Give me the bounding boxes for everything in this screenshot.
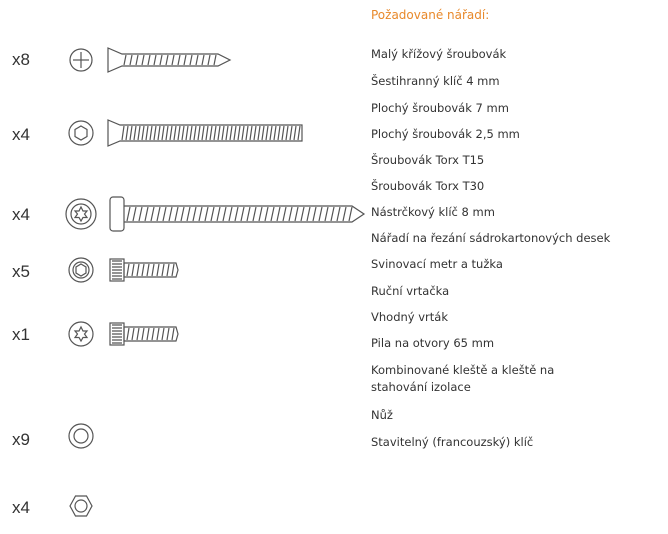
quantity-label: x4 (12, 498, 30, 517)
socket-cap-screw (110, 259, 178, 281)
tool-item: stahování izolace (371, 380, 471, 394)
quantity-label: x4 (12, 205, 30, 224)
tool-item: Malý křížový šroubovák (371, 47, 507, 61)
tool-item: Svinovací metr a tužka (371, 257, 503, 271)
cross-head-icon (70, 49, 92, 71)
hex-nut-icon (70, 496, 92, 516)
tool-item: Ruční vrtačka (371, 284, 450, 298)
tool-item: Plochý šroubovák 7 mm (371, 101, 509, 115)
quantity-label: x5 (12, 262, 30, 281)
tool-item: Kombinované kleště a kleště na (371, 363, 555, 377)
quantity-label: x8 (12, 50, 30, 69)
pan-head-screw (110, 197, 364, 231)
tool-item: Šroubovák Torx T15 (371, 153, 485, 167)
tool-item: Šestihranný klíč 4 mm (371, 74, 500, 88)
washer-icon (69, 424, 93, 448)
tool-item: Nástrčkový klíč 8 mm (371, 205, 495, 219)
socket-cap-screw-torx (110, 323, 178, 345)
quantity-label: x4 (12, 125, 30, 144)
torx-head-icon (66, 199, 96, 229)
tool-item: Stavitelný (francouzský) klíč (371, 435, 534, 449)
tool-item: Nůž (371, 408, 393, 422)
hex-socket-head-icon (69, 121, 93, 145)
tools-title: Požadované nářadí: (371, 8, 490, 22)
tool-item: Vhodný vrták (371, 310, 448, 324)
tool-item: Nářadí na řezání sádrokartonových desek (371, 231, 611, 245)
tool-item: Pila na otvory 65 mm (371, 336, 495, 350)
tool-item: Šroubovák Torx T30 (371, 179, 485, 193)
quantity-label: x9 (12, 430, 30, 449)
countersunk-screw-short (108, 48, 230, 72)
quantity-label: x1 (12, 325, 30, 344)
hex-socket-head-icon (69, 258, 93, 282)
tool-item: Plochý šroubovák 2,5 mm (371, 127, 520, 141)
countersunk-screw-long (108, 120, 302, 146)
torx-head-icon (69, 322, 93, 346)
